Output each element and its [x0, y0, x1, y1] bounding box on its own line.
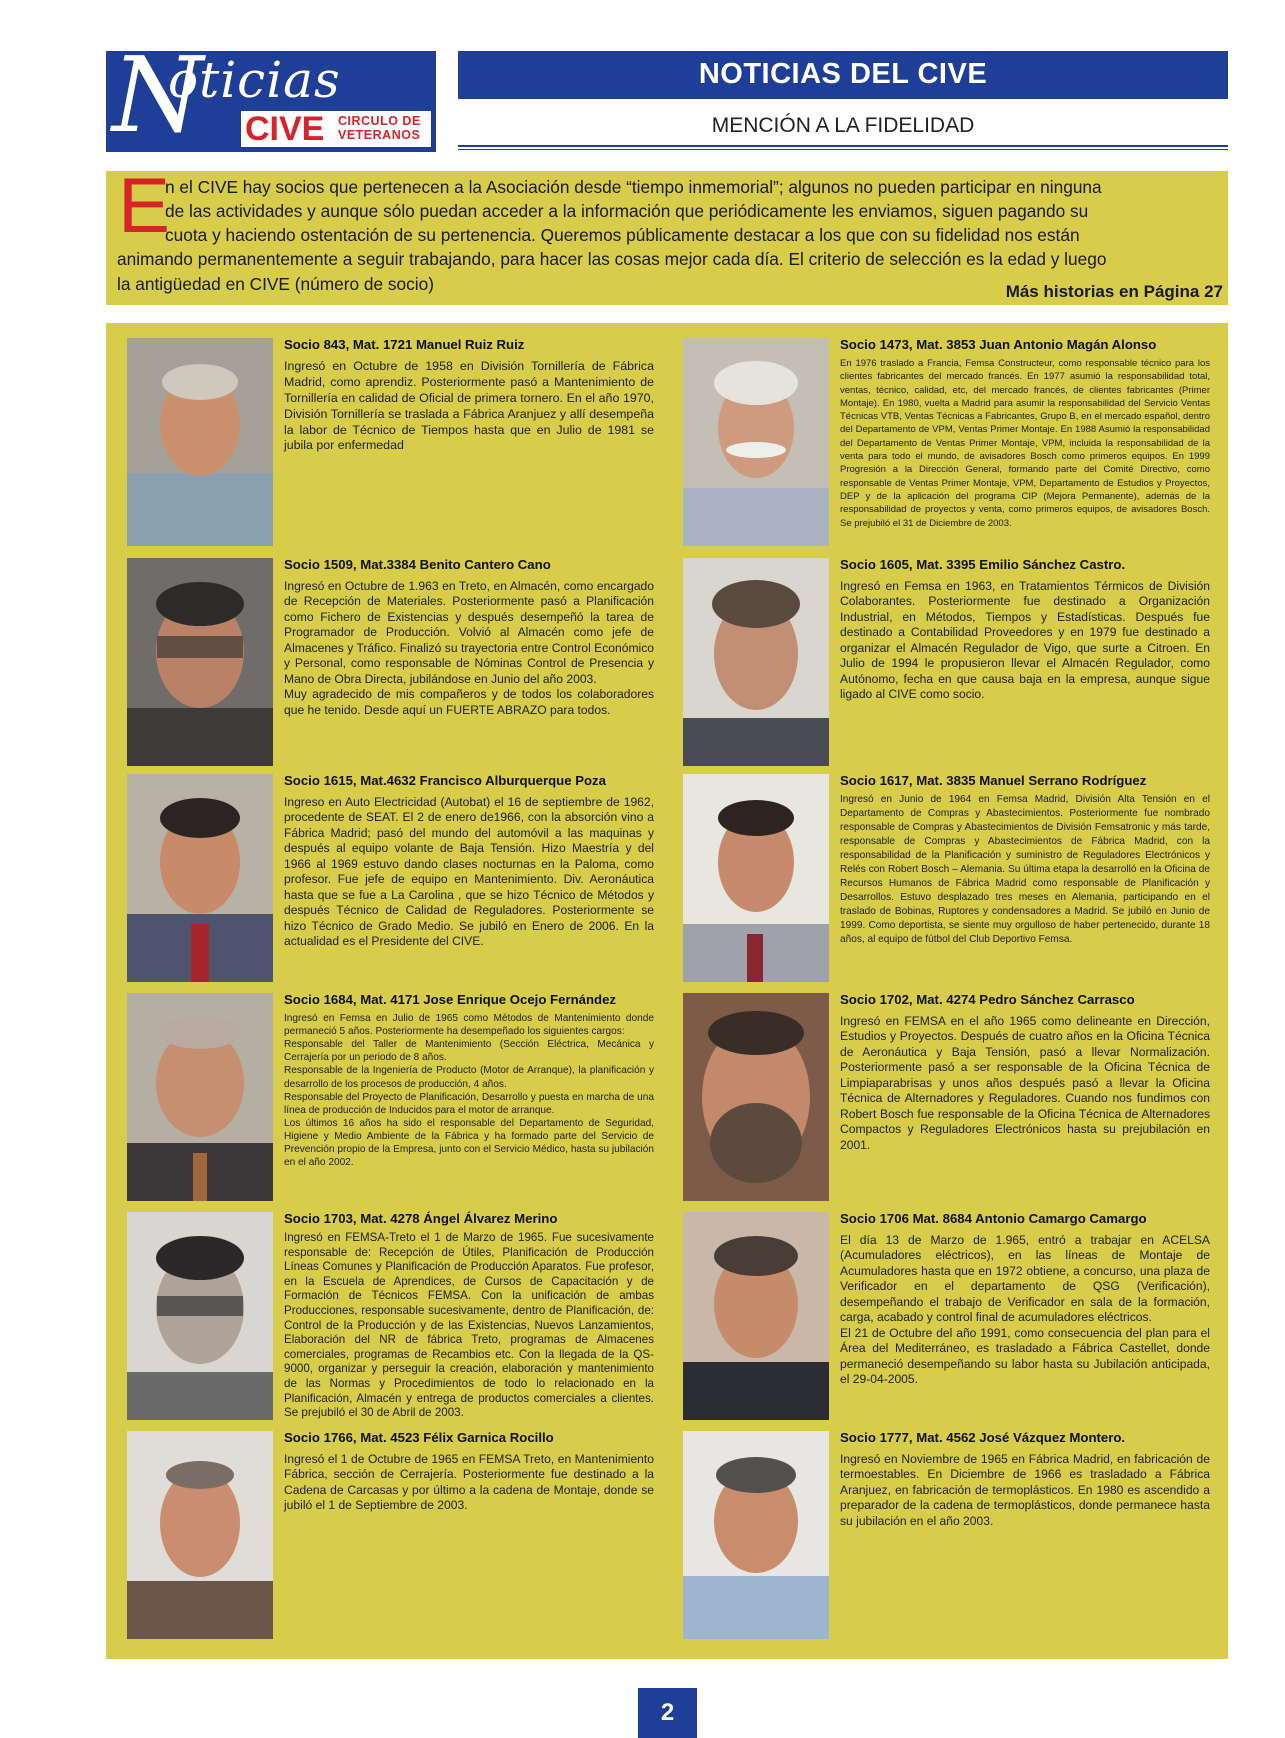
intro-line: cuota y haciendo ostentación de su pertenencia. Queremos públicamente destacar a los que con su fidelidad nos están — [165, 225, 1080, 245]
intro-line: animando permanentemente a seguir trabajando, para hacer las cosas mejor cada día. El criterio de selección es la edad y luego — [117, 249, 1107, 269]
member-photo — [127, 774, 273, 982]
logo-cive-subtitle — [338, 114, 421, 143]
noticias-cive-logo — [106, 51, 436, 152]
member-title: Socio 1509, Mat.3384 Benito Cantero Cano — [284, 557, 551, 572]
member-photo — [127, 558, 273, 766]
header-rule-thin — [458, 149, 1228, 150]
member-photo — [127, 338, 273, 546]
member-description: Ingresó el 1 de Octubre de 1965 en FEMSA Treto, en Mantenimiento Fábrica, sección de Cerrajería. Posteriormente fue destinado a la Cadena de Carcasas y por último a la cadena de Montaje, donde se jubiló el 1 de Septiembre de 2003. — [284, 1452, 654, 1513]
logo-word: oticias — [168, 51, 341, 109]
member-title: Socio 1617, Mat. 3835 Manuel Serrano Rodríguez — [840, 773, 1147, 788]
member-photo — [683, 1431, 829, 1639]
member-description: Ingresó en Octubre de 1958 en División Tornillería de Fábrica Madrid, como aprendiz. Posteriormente pasó a Mantenimiento de Tornillería en calidad de Oficial de primera tornero. En el año 1970, División Tornillería se traslada a Fábrica Aranjuez y allí desempeña la labor de Técnico de Tiempos hasta que en Julio de 1981 se jubila por enfermedad — [284, 359, 654, 453]
page-number: 2 — [638, 1688, 697, 1738]
intro-dropcap: E — [118, 161, 171, 249]
member-description: Ingresó en FEMSA-Treto el 1 de Marzo de 1965. Fue sucesivamente responsable de: Recepción de Útiles, Planificación de Producción Líneas Comunes y Planificación de Producción Aparatos. Fue profesor, en la Escuela de Aprendices, de Cursos de Capacitación y de Formación de Técnicos FEMSA. Con la unificación de ambas Producciones, responsable sucesivamente, dentro de Planificación, de: Control de la Producción y de las Existencias, Nuevos Lanzamientos, Elaboración del NR de fábrica Treto, programas de Almacenes comerciales, programas de Recambios etc. Con la llegada de la QS-9000, organizar y perseguir la creación, elaboración y mantenimiento de las Normas y Procedimientos de todo lo relacionado en la Planificación, Almacén y entrega de productos comerciales a clientes. Se prejubiló el 30 de Abril de 2003. — [284, 1231, 654, 1420]
member-photo — [127, 993, 273, 1201]
member-description: Ingresó en Femsa en 1963, en Tratamientos Térmicos de División Colaborantes. Posteriormente fue destinado a Organización Industrial, en Métodos, Tiempos y Estadísticas. Después fue destinado a Contabilidad Proveedores y en 1979 fue destinado a organizar el Almacén Regulador de Vigo, que surte a Citroen. En Julio de 1994 le propusieron llevar el Almacén Regulador, como Autónomo, fecha en que causa baja en la empresa, aunque sigue ligado al CIVE como socio. — [840, 579, 1210, 702]
logo-sub-line2: VETERANOS — [338, 128, 421, 143]
header-rule — [458, 145, 1228, 147]
member-photo — [683, 338, 829, 546]
member-description: Ingreso en Auto Electricidad (Autobat) el 16 de septiembre de 1962, procedente de SEAT. El 2 de enero de1966, con la absorción vino a Fábrica Madrid; pasó del mundo del automóvil a las maquinas y después al equipo volante de Baja Tensión. Hizo Maestría y del 1966 al 1969 estuvo dando clases nocturnas en la Paloma, como profesor. Fue jefe de equipo en Mantenimiento. Div. Aeronáutica hasta que se fue a La Carolina , que se hizo Técnico de Métodos y después Técnico de Calidad de Reguladores. Posteriormente se hizo Técnico de Grado Medio. Se jubiló en Enero de 2006. En la actualidad es el Presidente del CIVE. — [284, 795, 654, 949]
member-title: Socio 1684, Mat. 4171 Jose Enrique Ocejo Fernández — [284, 992, 617, 1007]
intro-line: de las actividades y aunque sólo puedan acceder a la información que periódicamente les enviamos, siguen pagando su — [165, 201, 1089, 221]
member-title: Socio 1605, Mat. 3395 Emilio Sánchez Castro. — [840, 557, 1126, 572]
member-description: En 1976 traslado a Francia, Femsa Constructeur, como responsable técnico para los clientes fabricantes del mercado francés. En 1977 asumió la responsabilidad total, ventas, técnico, calidad, etc, del mercado francés, de clientes fabricantes (Primer Montaje). En 1980, vuelta a Madrid para asumir la responsabilidad del Servicio Ventas Técnicas VTB, Ventas Técnicas a Fabricantes, Grupo B, en el mercado español, dentro del Departamento de VPM, Ventas Primer Montaje. En 1988 Asumió la responsabilidad del Departamento de Ventas Primer Montaje, VPM, incluida la responsabilidad de la venta para todo el mundo, de avisadores Bosch como primeros equipos. En 1999 Progresión a la Dirección General, formando parte del Comité Directivo, como responsable de Ventas Primer Montaje, VPM, Departamento de Estudios y Proyectos, DEP y de la aplicación del programa CIP (Mejora Permanente), además de la responsabilidad de proyectos y venta, como primeros equipos, de avisadores Bosch. Se prejubiló el 31 de Diciembre de 2003. — [840, 358, 1210, 529]
header-bar — [458, 51, 1228, 99]
logo-sub-line1: CIRCULO DE — [338, 114, 421, 128]
logo-initial: N — [112, 51, 203, 152]
member-photo — [683, 774, 829, 982]
member-title: Socio 1615, Mat.4632 Francisco Alburquerque Poza — [284, 773, 606, 788]
member-title: Socio 1473, Mat. 3853 Juan Antonio Magán Alonso — [840, 337, 1157, 352]
member-description: El día 13 de Marzo de 1.965, entró a trabajar en ACELSA (Acumuladores eléctricos), en las líneas de Montaje de Acumuladores hasta que en 1972 obtiene, a concurso, una plaza de Verificador en el departamento de QSG (Verificación), desempeñando el trabajo de Verificador en sala de la formación, carga, acabado y control final de acumuladores eléctricos. El 21 de Octubre del año 1991, como consecuencia del plan para el Área del Mediterráneo, es trasladado a Fábrica Castellet, donde permaneció desempeñando su labor hasta su Jubilación anticipada, el 29-04-2005. — [840, 1233, 1210, 1387]
member-title: Socio 1777, Mat. 4562 José Vázquez Montero. — [840, 1430, 1126, 1445]
member-description: Ingresó en Femsa en Julio de 1965 como Métodos de Mantenimiento donde permaneció 5 años. Posteriormente ha desempeñado los siguientes cargos: Responsable del Taller de Mantenimiento (Sección Eléctrica, Mecánica y Cerrajería por un periodo de 8 años. Responsable de la Ingeniería de Producto (Motor de Arranque), la planificación y desarrollo de los procesos de producción, 4 años. Responsable del Proyecto de Planificación, Desarrollo y puesta en marcha de una línea de producción de Inducidos para el motor de arranque. Los últimos 16 años ha sido el responsable del Departamento de Seguridad, Higiene y Medio Ambiente de la Fábrica y ha formado parte del Servicio de Prevención propio de la Empresa, junto con el Servicio Médico, hasta su jubilación en el año 2002. — [284, 1013, 654, 1169]
intro-line: la antigüedad en CIVE (número de socio) — [117, 274, 435, 294]
member-title: Socio 1703, Mat. 4278 Ángel Álvarez Merino — [284, 1211, 558, 1226]
member-title: Socio 843, Mat. 1721 Manuel Ruiz Ruiz — [284, 337, 525, 352]
member-description: Ingresó en Junio de 1964 en Femsa Madrid, División Alta Tensión en el Departamento de Compras y Abastecimientos. Posteriormente fue nombrado responsable de Compras y Abastecimientos de División Femsatronic y más tarde, responsable de Compras y Abastecimientos de Fábrica Madrid, con la responsabilidad de la Planificación y suministro de Reguladores Electrónicos y Relés con Robert Bosch – Alemania. Su última etapa la desarrolló en la Oficina de Recursos Humanos de Fábrica Madrid como responsable de Planificación y Desarrollos. Estuvo desplazado tres meses en Alemania, participando en el traslado de Bobinas, Ruptores y condensadores a Madrid. Se jubiló en Junio de 1999. Como deportista, se siente muy orgulloso de haber pertenecido, durante 18 años, al equipo de fútbol del Club Deportivo Femsa. — [840, 794, 1210, 946]
member-photo — [683, 1212, 829, 1420]
member-photo — [683, 993, 829, 1201]
member-description: Ingresó en Octubre de 1.963 en Treto, en Almacén, como encargado de Recepción de Materiales. Posteriormente pasó a Planificación como Fichero de Existencias y después desempeñó la tarea de Programador de Producción. Volvió al Almacén como jefe de Almacenes y Tráfico. Finalizó su trayectoria entre Control Económico y Personal, como responsable de Nóminas Control de Presencia y Mano de Obra Directa, jubilándose en Junio del año 2003. Muy agradecido de mis compañeros y de todos los colaboradores que he tenido. Desde aquí un FUERTE ABRAZO para todos. — [284, 579, 654, 717]
member-photo — [127, 1431, 273, 1639]
more-stories-link: Más historias en Página 27 — [1005, 282, 1223, 301]
member-photo — [127, 1212, 273, 1420]
member-title: Socio 1702, Mat. 4274 Pedro Sánchez Carrasco — [840, 992, 1135, 1007]
member-description: Ingresó en Noviembre de 1965 en Fábrica Madrid, en fabricación de termoestables. En Diciembre de 1966 es trasladado a Fábrica Aranjuez, en fabricación de termoplásticos. En 1980 es ascendido a preparador de la cadena de termoplásticos, donde permanece hasta su jubilación en el año 2003. — [840, 1452, 1210, 1528]
page-subtitle: MENCIÓN A LA FIDELIDAD — [711, 114, 975, 137]
member-photo — [683, 558, 829, 766]
intro-line: n el CIVE hay socios que pertenecen a la Asociación desde “tiempo inmemorial”; algunos no pueden participar en ninguna — [165, 177, 1102, 197]
member-title: Socio 1766, Mat. 4523 Félix Garnica Rocillo — [284, 1430, 554, 1445]
member-description: Ingresó en FEMSA en el año 1965 como delineante en Dirección, Estudios y Proyectos. Después de cuatro años en la Oficina Técnica de Aeronáutica y Baja Tensión, pasó a llevar Normalización. Posteriormente pasó a ser responsable de la Oficina Técnica de Limpiaparabrisas y unos años después pasó a llevar la Oficina Técnica de Alternadores y Reguladores. Cuando nos fundimos con Robert Bosch fue responsable de la Oficina Técnica de Alternadores Compactos y Reguladores Electrónicos hasta su prejubilación en 2001. — [840, 1014, 1210, 1152]
logo-cive-text: CIVE — [245, 110, 325, 148]
member-title: Socio 1706 Mat. 8684 Antonio Camargo Camargo — [840, 1211, 1147, 1226]
page-title: NOTICIAS DEL CIVE — [698, 58, 988, 90]
